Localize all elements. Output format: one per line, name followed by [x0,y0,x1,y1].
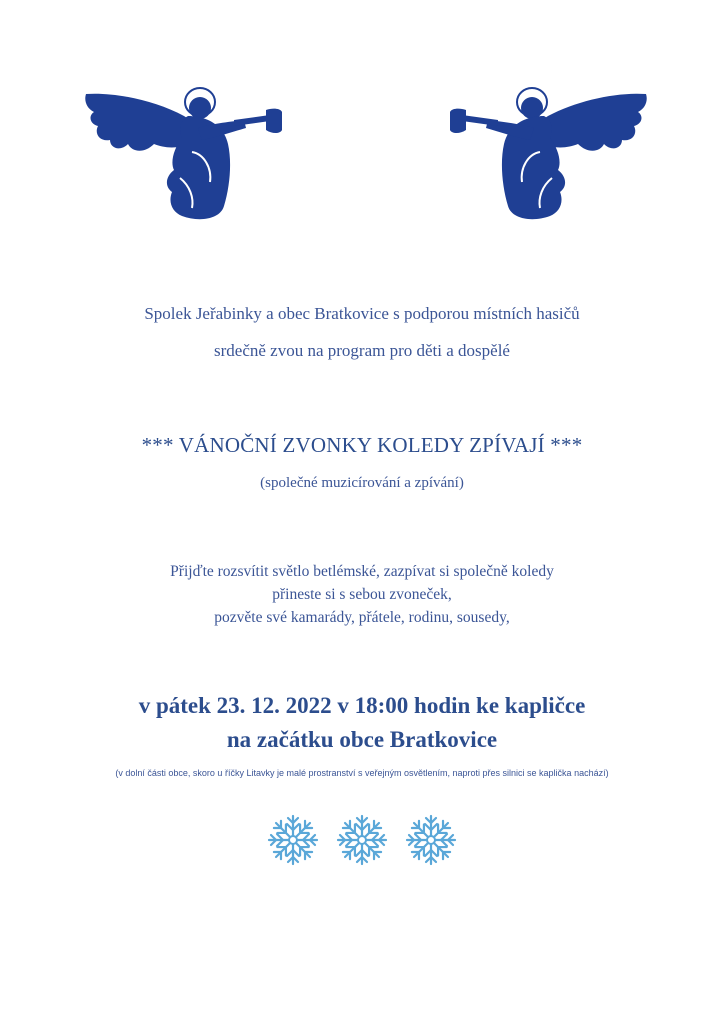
invitation-line-1: Přijďte rozsvítit světlo betlémské, zazpívat si společně koledy [170,563,554,580]
angel-trumpet-icon [448,82,648,222]
invitation-line-3: pozvěte své kamarády, přátele, rodinu, sousedy, [214,609,510,626]
event-location: na začátku obce Bratkovice [226,727,498,752]
event-date-time: v pátek 23. 12. 2022 v 18:00 hodin ke kapličce [138,693,586,718]
snowflake-icon [266,813,320,867]
angel-trumpet-icon [84,82,284,222]
snowflake-icon [404,813,458,867]
snowflake-icon [335,813,389,867]
organizer-line: Spolek Jeřabinky a obec Bratkovice s podporou místních hasičů [144,304,580,323]
invite-line: srdečně zvou na program pro děti a dospělé [214,341,510,360]
invitation-line-2: přineste si s sebou zvoneček, [272,586,452,603]
event-title: *** VÁNOČNÍ ZVONKY KOLEDY ZPÍVAJÍ *** [141,433,583,457]
event-subtitle: (společné muzicírování a zpívání) [260,475,464,491]
snowflake-row [262,813,462,867]
location-note: (v dolní části obce, skoro u říčky Litavky je malé prostranství s veřejným osvětlením, naproti přes silnici se kaplička nachází) [115,768,609,778]
